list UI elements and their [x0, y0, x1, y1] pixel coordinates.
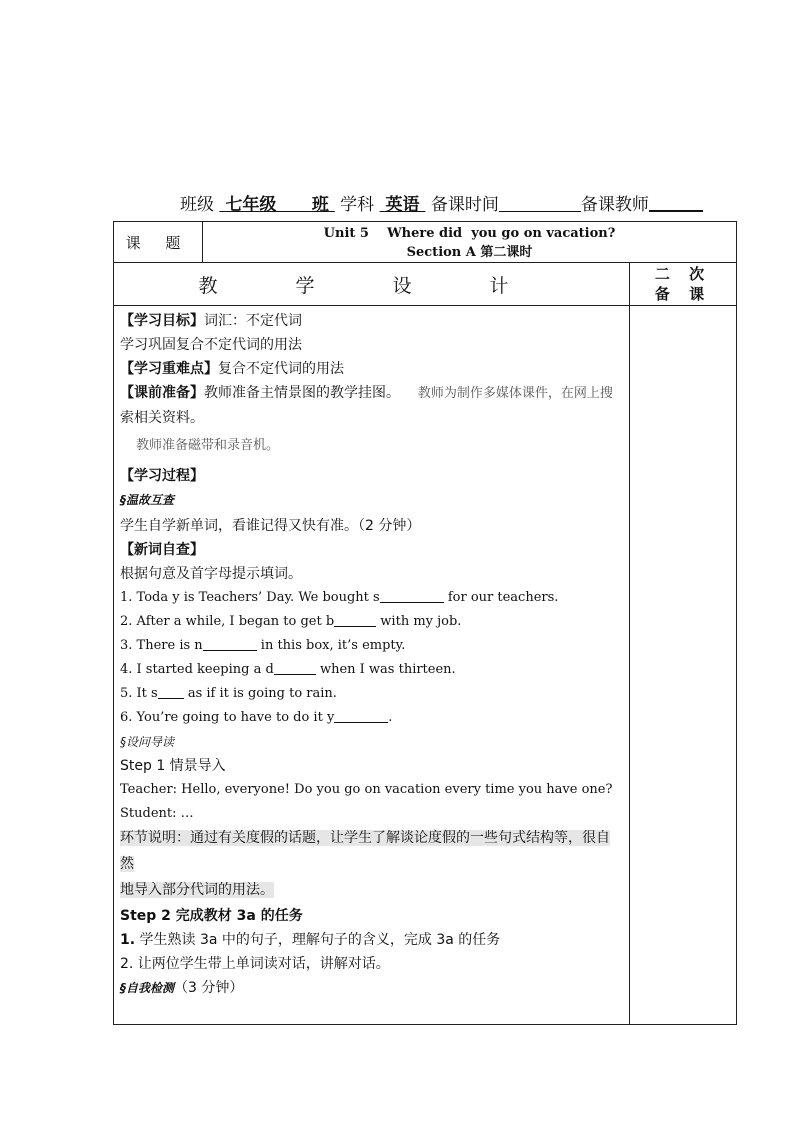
second-prep-column [630, 306, 737, 1025]
design-content [114, 306, 630, 1025]
guide-heading: §设问导读 [120, 735, 175, 749]
second-prep-line-1: 二 次 [654, 265, 712, 283]
newword-intro: 根据句意及首字母提示填词。 [120, 566, 302, 582]
subject-label: 学科 [340, 195, 375, 215]
subject-value: 英语 [385, 195, 420, 215]
note-line-1: 环节说明：通过有关度假的话题，让学生了解谈论度假的一些句式结构等，很自然 [120, 830, 610, 872]
question-5: 5. It s as if it is going to rain. [120, 686, 337, 701]
topic-line-2: Section A 第二课时 [406, 245, 533, 260]
second-prep-line-2: 备 课 [654, 285, 712, 303]
class-label: 班级 [180, 195, 214, 215]
key-line: 【学习重难点】复合不定代词的用法 [120, 361, 344, 377]
question-6: 6. You’re going to have to do it y . [120, 710, 393, 725]
prep-line-2: 索相关资料。 [120, 410, 204, 426]
step-2-item-2: 2. 让两位学生带上单词读对话，讲解对话。 [120, 956, 390, 972]
topic-cell [203, 222, 737, 263]
lesson-plan-table [113, 221, 737, 1025]
step-2-item-1: 1. 学生熟读 3a 中的句子，理解句子的含义，完成 3a 的任务 [120, 932, 501, 948]
question-3: 3. There is n in this box, it’s empty. [120, 638, 406, 653]
teacher-line: Teacher: Hello, everyone! Do you go on vacation every time you have one? [120, 782, 613, 797]
second-prep-heading [630, 263, 737, 306]
teacher-blank [649, 194, 703, 212]
design-heading: 教 学 设 计 [114, 263, 630, 306]
prep-line: 【课前准备】教师准备主情景图的教学挂图。 教师为制作多媒体课件，在网上搜 [120, 385, 613, 401]
step-1: Step 1 情景导入 [120, 758, 226, 774]
student-line: Student: … [120, 806, 194, 821]
question-4: 4. I started keeping a d when I was thirteen. [120, 662, 456, 677]
newword-heading: 【新词自查】 [120, 542, 204, 558]
prep-line-3: 教师准备磁带和录音机。 [136, 438, 280, 453]
prep-time-blank [499, 195, 581, 212]
question-2: 2. After a while, I began to get b with my job. [120, 614, 462, 629]
goal-line-2: 学习巩固复合不定代词的用法 [120, 337, 302, 353]
prep-time-label: 备课时间 [430, 195, 499, 215]
process-heading: 【学习过程】 [120, 468, 204, 484]
review-text: 学生自学新单词，看谁记得又快有准。（2 分钟） [120, 518, 421, 534]
goal-line: 【学习目标】词汇：不定代词 [120, 313, 302, 329]
question-1: 1. Toda y is Teachers’ Day. We bought s for our teachers. [120, 590, 559, 605]
note-line-2: 地导入部分代词的用法。 [120, 882, 274, 898]
review-heading: §温故互查 [120, 493, 175, 507]
header-info [180, 190, 703, 215]
topic-line-1: Unit 5 Where did you go on vacation? [323, 226, 616, 241]
teacher-label: 备课教师 [580, 195, 649, 215]
topic-label: 课 题 [114, 222, 203, 263]
selfcheck-line: §自我检测（3 分钟） [120, 980, 244, 996]
grade-value: 七年级 班 [225, 195, 329, 215]
step-2: Step 2 完成教材 3a 的任务 [120, 908, 303, 924]
